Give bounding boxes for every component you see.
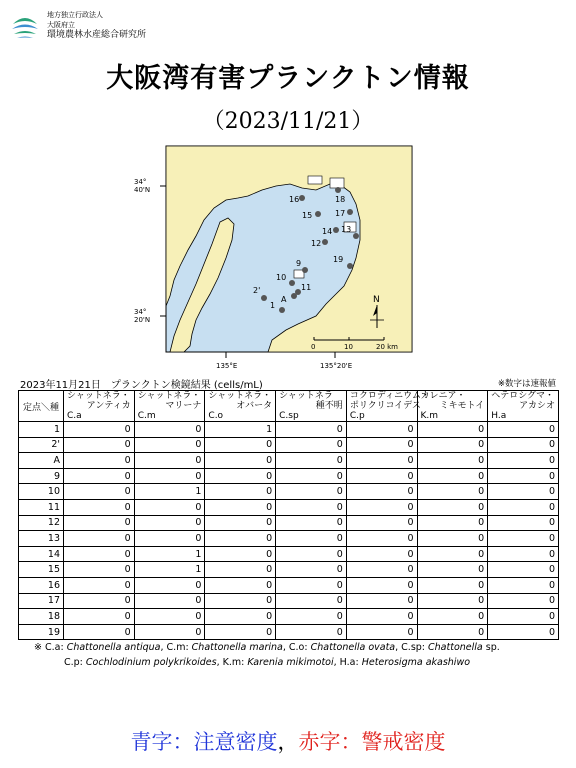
count-cell: 0 [134, 609, 205, 625]
station-cell: 18 [19, 609, 64, 625]
species-abbr: C.a [67, 411, 82, 421]
legend-text: , C.o: [282, 642, 311, 653]
station-label: 15 [302, 211, 313, 220]
key-separator: ， [277, 730, 299, 754]
table-row [19, 453, 559, 469]
count-cell: 0 [346, 422, 417, 438]
legend-line2 [64, 655, 500, 670]
species-abbr: C.o [208, 411, 224, 421]
station-label: 9 [296, 259, 302, 268]
scale-20: 20 km [376, 343, 399, 351]
table-row [19, 562, 559, 578]
legend-text: C.p: [64, 657, 86, 668]
count-cell: 0 [64, 515, 135, 531]
caution-key: 青字：注意密度 [130, 730, 278, 754]
count-cell: 0 [488, 562, 559, 578]
species-header [134, 391, 205, 422]
species-abbr: C.sp [279, 411, 299, 421]
lat-top-label: 34° [134, 178, 147, 186]
count-cell: 0 [276, 453, 347, 469]
species-name-2: 種不明 [315, 401, 343, 411]
count-cell: 0 [417, 437, 488, 453]
table-row [19, 577, 559, 593]
legend-species: Cochlodinium polykrikoides [85, 657, 217, 668]
legend-text: , K.m: [216, 657, 248, 668]
table-row [19, 484, 559, 500]
corner-header: 定点＼種 [19, 391, 64, 422]
count-cell: 0 [134, 624, 205, 640]
lon-left-label: 135°E [216, 362, 238, 370]
count-cell: 1 [134, 546, 205, 562]
table-row [19, 531, 559, 547]
scale-0: 0 [311, 343, 316, 351]
station-marker [347, 209, 353, 215]
species-header [417, 391, 488, 422]
lat-top-label2: 40'N [134, 186, 151, 194]
station-label: 2' [253, 286, 261, 295]
count-cell: 0 [276, 499, 347, 515]
species-name-1: ヘテロシグマ・ [491, 391, 555, 401]
table-row [19, 593, 559, 609]
count-cell: 1 [134, 484, 205, 500]
count-cell: 0 [488, 453, 559, 469]
count-cell: 0 [488, 546, 559, 562]
count-cell: 0 [417, 499, 488, 515]
count-cell: 0 [134, 577, 205, 593]
count-cell: 0 [417, 484, 488, 500]
station-label: 10 [276, 273, 287, 282]
station-cell: 10 [19, 484, 64, 500]
report-date: （2023/11/21） [202, 109, 374, 134]
table-row [19, 468, 559, 484]
station-marker [261, 295, 267, 301]
legend-species: Karenia mikimotoi [247, 657, 334, 668]
count-cell: 0 [205, 546, 276, 562]
station-cell: 11 [19, 499, 64, 515]
count-cell: 0 [346, 546, 417, 562]
station-cell: 1 [19, 422, 64, 438]
count-cell: 0 [134, 499, 205, 515]
species-name-2: アンティカ [86, 401, 131, 411]
count-cell: 0 [134, 453, 205, 469]
count-cell: 0 [488, 499, 559, 515]
station-marker [279, 307, 285, 313]
legend-text: , H.a: [333, 657, 362, 668]
station-cell: 15 [19, 562, 64, 578]
station-marker [299, 195, 305, 201]
count-cell: 0 [417, 468, 488, 484]
station-label: 12 [311, 239, 322, 248]
count-cell: 0 [134, 515, 205, 531]
count-cell: 0 [417, 562, 488, 578]
count-cell: 0 [134, 531, 205, 547]
station-marker [302, 267, 308, 273]
species-name-2: オバータ [236, 401, 273, 411]
count-cell: 0 [64, 422, 135, 438]
count-cell: 0 [276, 468, 347, 484]
count-cell: 0 [276, 437, 347, 453]
species-header [488, 391, 559, 422]
count-cell: 0 [64, 609, 135, 625]
count-cell: 0 [64, 484, 135, 500]
count-cell: 0 [417, 422, 488, 438]
station-cell: 16 [19, 577, 64, 593]
count-cell: 0 [134, 468, 205, 484]
station-marker [291, 293, 297, 299]
table-row [19, 624, 559, 640]
org-line3: 環境農林水産総合研究所 [47, 30, 147, 40]
count-cell: 0 [64, 577, 135, 593]
table-header-row [19, 391, 559, 422]
org-line2: 大阪府立 [47, 21, 75, 29]
scale-10: 10 [344, 343, 353, 351]
count-cell: 0 [134, 593, 205, 609]
lon-right-label: 135°20'E [320, 362, 353, 370]
station-label: 14 [322, 227, 333, 236]
lat-bottom-label2: 20'N [134, 316, 151, 324]
station-marker [335, 187, 341, 193]
count-cell: 0 [205, 562, 276, 578]
count-cell: 0 [276, 624, 347, 640]
count-cell: 0 [276, 515, 347, 531]
species-name-1: シャットネラ [279, 391, 333, 401]
count-cell: 0 [64, 546, 135, 562]
count-cell: 0 [488, 593, 559, 609]
osaka-bay-map [130, 140, 420, 372]
count-cell: 0 [346, 562, 417, 578]
species-abbr: C.p [349, 411, 365, 421]
species-legend [34, 640, 500, 670]
count-cell: 0 [276, 577, 347, 593]
table-row [19, 422, 559, 438]
species-abbr: H.a [491, 411, 507, 421]
count-cell: 0 [346, 531, 417, 547]
alert-key: 赤字：警戒密度 [298, 730, 446, 754]
legend-text: , C.m: [160, 642, 192, 653]
station-cell: 19 [19, 624, 64, 640]
station-label: 18 [335, 195, 346, 204]
count-cell: 0 [205, 499, 276, 515]
station-cell: 13 [19, 531, 64, 547]
station-marker [353, 233, 359, 239]
legend-species: Heterosigma akashiwo [361, 657, 471, 668]
count-cell: 0 [346, 609, 417, 625]
count-cell: 0 [64, 593, 135, 609]
count-cell: 0 [346, 593, 417, 609]
count-cell: 0 [64, 499, 135, 515]
species-name-1: シャットネラ・ [137, 391, 201, 401]
species-name-1: カレニア・ [420, 391, 466, 401]
count-cell: 0 [64, 531, 135, 547]
count-cell: 0 [346, 499, 417, 515]
station-marker [289, 280, 295, 286]
org-line1: 地方独立行政法人 [47, 11, 103, 19]
legend-line1 [34, 640, 500, 655]
species-abbr: K.m [420, 411, 439, 421]
species-name-1: シャットネラ・ [208, 391, 272, 401]
station-label: 13 [341, 225, 352, 234]
count-cell: 0 [64, 437, 135, 453]
count-cell: 0 [276, 562, 347, 578]
count-cell: 0 [205, 453, 276, 469]
species-name-2: マリーナ [165, 401, 202, 411]
count-cell: 0 [134, 422, 205, 438]
species-header [64, 391, 135, 422]
station-cell: 17 [19, 593, 64, 609]
species-header [276, 391, 347, 422]
species-header [205, 391, 276, 422]
count-cell: 0 [417, 515, 488, 531]
count-cell: 0 [276, 484, 347, 500]
count-cell: 0 [488, 468, 559, 484]
count-cell: 0 [276, 531, 347, 547]
count-cell: 0 [417, 593, 488, 609]
count-cell: 0 [346, 437, 417, 453]
legend-text: , C.sp: [395, 642, 429, 653]
legend-mark: ※ [34, 642, 42, 653]
table-row [19, 437, 559, 453]
species-name-1: コクロディニウム・ [349, 391, 431, 401]
count-cell: 0 [488, 515, 559, 531]
count-cell: 0 [276, 546, 347, 562]
table-row [19, 499, 559, 515]
count-cell: 0 [64, 453, 135, 469]
count-cell: 0 [346, 515, 417, 531]
station-label: 19 [333, 255, 344, 264]
count-cell: 0 [205, 577, 276, 593]
count-cell: 0 [276, 593, 347, 609]
lat-bottom-label: 34° [134, 308, 147, 316]
table-row [19, 609, 559, 625]
count-cell: 0 [346, 624, 417, 640]
color-key [0, 726, 576, 756]
north-label: N [373, 295, 380, 305]
station-marker [333, 227, 339, 233]
count-cell: 0 [417, 577, 488, 593]
species-name-2: ポリクリコイデス [349, 401, 421, 411]
station-label: A [281, 295, 287, 304]
species-name-1: シャットネラ・ [67, 391, 130, 401]
count-cell: 0 [488, 577, 559, 593]
count-cell: 0 [488, 437, 559, 453]
species-abbr: C.m [137, 411, 156, 421]
count-cell: 0 [205, 515, 276, 531]
count-cell: 0 [488, 422, 559, 438]
page-title: 大阪湾有害プランクトン情報 [106, 63, 470, 94]
count-cell: 0 [205, 468, 276, 484]
count-cell: 0 [417, 609, 488, 625]
legend-text: sp. [482, 642, 500, 653]
station-label: 16 [289, 195, 300, 204]
station-marker [315, 211, 321, 217]
count-cell: 0 [346, 577, 417, 593]
legend-species: Chattonella ovata [310, 642, 396, 653]
count-cell: 0 [417, 546, 488, 562]
count-cell: 0 [205, 609, 276, 625]
results-table [18, 390, 559, 640]
station-cell: 14 [19, 546, 64, 562]
station-label: 17 [335, 209, 346, 218]
count-cell: 0 [488, 609, 559, 625]
count-cell: 0 [346, 468, 417, 484]
station-cell: 9 [19, 468, 64, 484]
org-logo [8, 10, 146, 44]
legend-species: Chattonella antiqua [66, 642, 161, 653]
count-cell: 0 [346, 453, 417, 469]
count-cell: 0 [64, 468, 135, 484]
count-cell: 0 [64, 624, 135, 640]
results-caption: 2023年11月21日 プランクトン検鏡結果 (cells/mL) [20, 380, 263, 391]
count-cell: 0 [417, 531, 488, 547]
station-marker [322, 239, 328, 245]
table-row [19, 515, 559, 531]
legend-species: Chattonella marina [191, 642, 283, 653]
count-cell: 0 [205, 437, 276, 453]
legend-text: C.a: [41, 642, 67, 653]
count-cell: 0 [205, 484, 276, 500]
count-cell: 0 [346, 484, 417, 500]
station-cell: 2' [19, 437, 64, 453]
count-cell: 1 [205, 422, 276, 438]
species-name-2: アカシオ [519, 401, 555, 411]
count-cell: 0 [488, 484, 559, 500]
count-cell: 0 [134, 437, 205, 453]
legend-species: Chattonella [428, 642, 483, 653]
count-cell: 0 [205, 593, 276, 609]
preliminary-note: ※数字は速報値 [497, 379, 556, 389]
station-label: 11 [301, 283, 312, 292]
count-cell: 0 [276, 422, 347, 438]
org-logo-icon [8, 10, 42, 44]
count-cell: 1 [134, 562, 205, 578]
count-cell: 0 [488, 531, 559, 547]
station-cell: 12 [19, 515, 64, 531]
count-cell: 0 [488, 624, 559, 640]
station-marker [347, 263, 353, 269]
station-label: 1 [270, 301, 276, 310]
species-name-2: ミキモトイ [439, 401, 485, 411]
count-cell: 0 [205, 624, 276, 640]
table-row [19, 546, 559, 562]
count-cell: 0 [205, 531, 276, 547]
count-cell: 0 [417, 624, 488, 640]
station-cell: A [19, 453, 64, 469]
count-cell: 0 [417, 453, 488, 469]
count-cell: 0 [276, 609, 347, 625]
count-cell: 0 [64, 562, 135, 578]
